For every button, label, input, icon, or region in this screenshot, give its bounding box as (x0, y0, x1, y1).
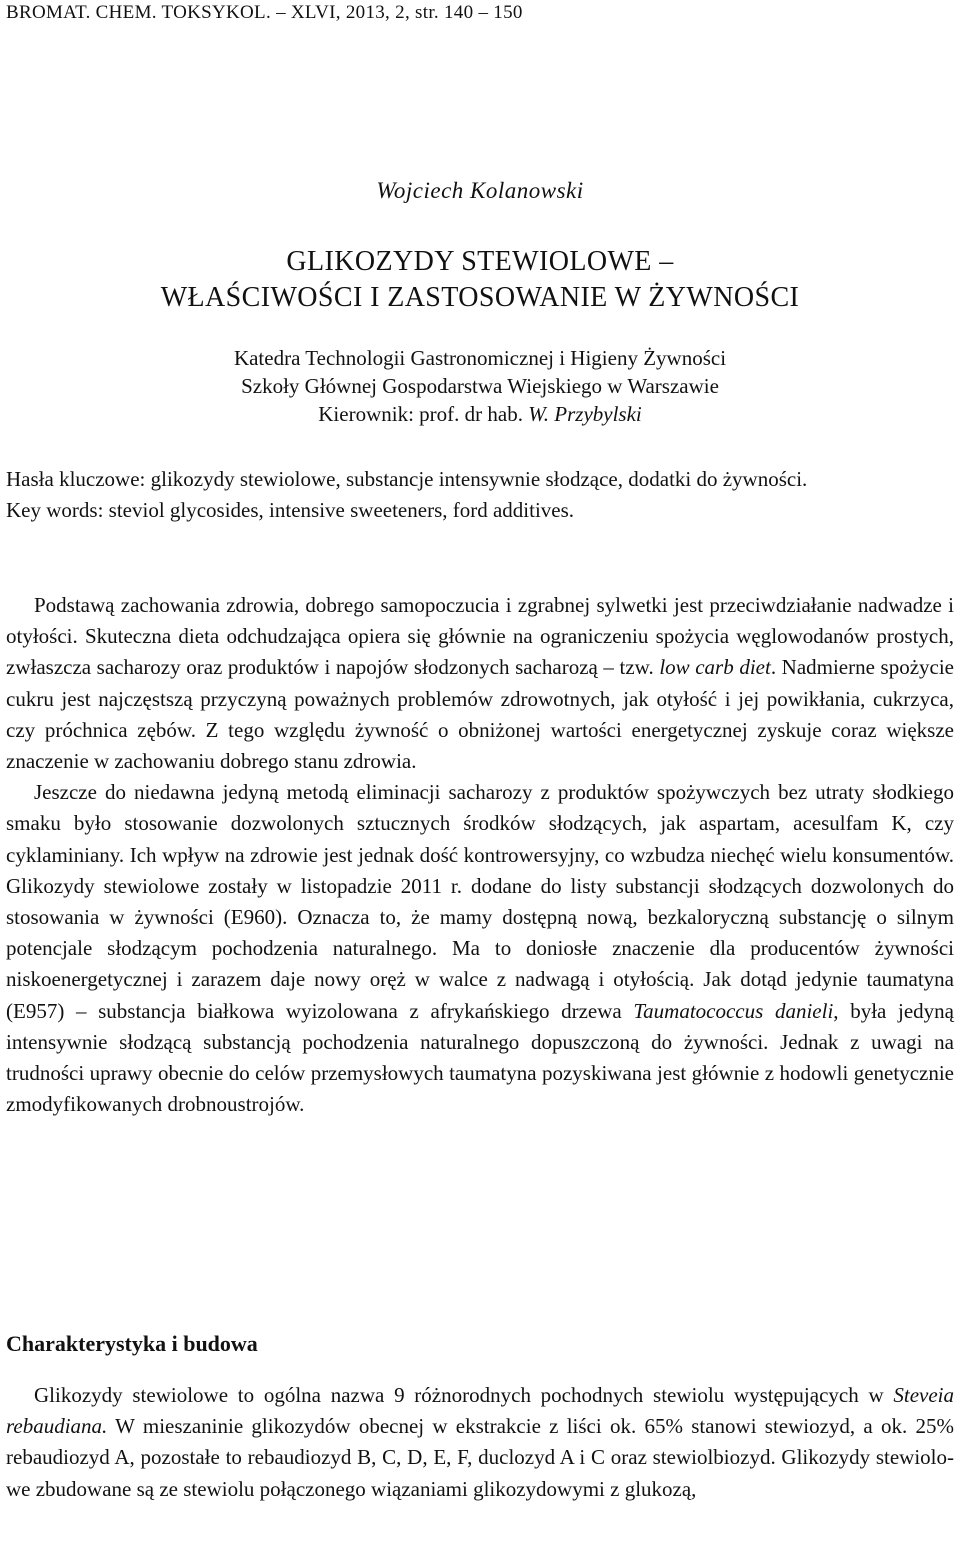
affiliation (6, 344, 954, 428)
intro-p2-text-a: Jeszcze do niedawna jedyną metodą eliminacji sacharozy z produktów spożywczych bez utraty słodkiego smaku było stosowanie dozwolonych sztucznych środków słodzących, jak aspartam, acesulfam K, czy cyklaminiany. Ich wpływ na zdrowie jest jednak dość kontrowersyjny, co wzbudza niechęć wielu konsumentów. Glikozydy stewiolowe zostały w listopadzie 2011 r. dodane do listy substancji słodzących dozwolonych do stosowania w żywności (E960). Oznacza to, że mamy dostępną nową, bezkaloryczną substancję o silnym potencjale słodzącym pochodzenia naturalnego. Ma to doniosłe znaczenie dla producentów żywności niskoenergetycznej i zarazem daje nowy oręż w walce z nadwagą i otyłością. Jak dotąd jedynie taumatyna (E957) – substancja białkowa wyizolowana z afrykańskiego drzewa (6, 780, 954, 1023)
section-p1-species: Steveia rebaudiana. (6, 1383, 954, 1439)
affiliation-line-2: Szkoły Głównej Gospodarstwa Wiejskiego w Warszawie (241, 374, 719, 398)
intro-p1-term: low carb diet (659, 655, 771, 680)
keywords-english: Key words: steviol glycosides, intensive sweeteners, ford additives. (6, 498, 575, 522)
intro-paragraph-1 (6, 590, 954, 777)
section-body (6, 1380, 954, 1505)
affiliation-line-1: Katedra Technologii Gastronomicznej i Higieny Żywności (233, 346, 727, 370)
intro-p1-text-a: Podstawą zachowania zdrowia, dobrego samopoczucia i zgrabnej sylwetki jest przeciwdziałanie nadwadze i otyłości. Skuteczna dieta odchudzająca opiera się głównie na ograniczeniu spożycia węglowodanów prostych, zwłaszcza sacharozy oraz produktów i napojów słodzonych sacharozą – tzw. (6, 593, 954, 680)
title-line-2: WŁAŚCIWOŚCI I ZASTOSOWANIE W ŻYWNOŚCI (160, 282, 800, 313)
article-title (6, 244, 954, 316)
intro-p2-species: Taumatococcus danieli (633, 998, 834, 1023)
section-heading: Charakterystyka i budowa (6, 1331, 258, 1356)
intro-paragraph-2 (6, 777, 954, 1120)
title-line-1: GLIKOZYDY STEWIOLOWE – (286, 246, 674, 277)
department-head-prefix: Kierownik: prof. dr hab. (318, 402, 529, 426)
intro-p2-text-b: , była jedyną intensywnie słodzącą substancją pochodzenia naturalnego dopuszczoną do żywności. Jednak z uwagi na trudności uprawy obecnie do celów przemysłowych taumatyna pozyskiwana jest głównie z hodowli genetycznie zmodyfikowanych drobnoustrojów. (6, 998, 954, 1117)
introduction (6, 590, 954, 1120)
section-p1-text-a: Glikozydy stewiolowe to ogólna nazwa 9 różnorodnych pochodnych stewiolu występujących w (34, 1383, 894, 1407)
section-p1-text-b: W mieszaninie glikozydów obecnej w ekstrakcie z liści ok. 65% stanowi stewiozyd, a ok. 25% rebaudiozyd A, pozostałe to rebaudiozyd B, C, D, E, F, duclozyd A i C oraz stewiolbiozyd. Glikozydy stewiolowe zbudowane są ze stewiolu połączonego wiązaniami glikozydowymi z glukozą, (6, 1414, 954, 1501)
author-name: Wojciech Kolanowski (376, 178, 584, 203)
journal-header: BROMAT. CHEM. TOKSYKOL. – XLVI, 2013, 2, str. 140 – 150 (6, 2, 523, 23)
section-paragraph-1 (6, 1380, 954, 1505)
department-head (6, 400, 954, 428)
department-head-name: W. Przybylski (528, 402, 642, 426)
keywords-block (6, 464, 954, 526)
intro-p1-text-b: . Nadmierne spożycie cukru jest najczęstszą przyczyną poważnych problemów zdrowotnych, jak otyłość i jej powikłania, cukrzyca, czy próchnica zębów. Z tego względu żywność o obniżonej wartości energetycznej zyskuje coraz większe znaczenie w zachowaniu dobrego stanu zdrowia. (6, 655, 954, 774)
keywords-polish: Hasła kluczowe: glikozydy stewiolowe, substancje intensywnie słodzące, dodatki do żywności. (6, 467, 808, 491)
